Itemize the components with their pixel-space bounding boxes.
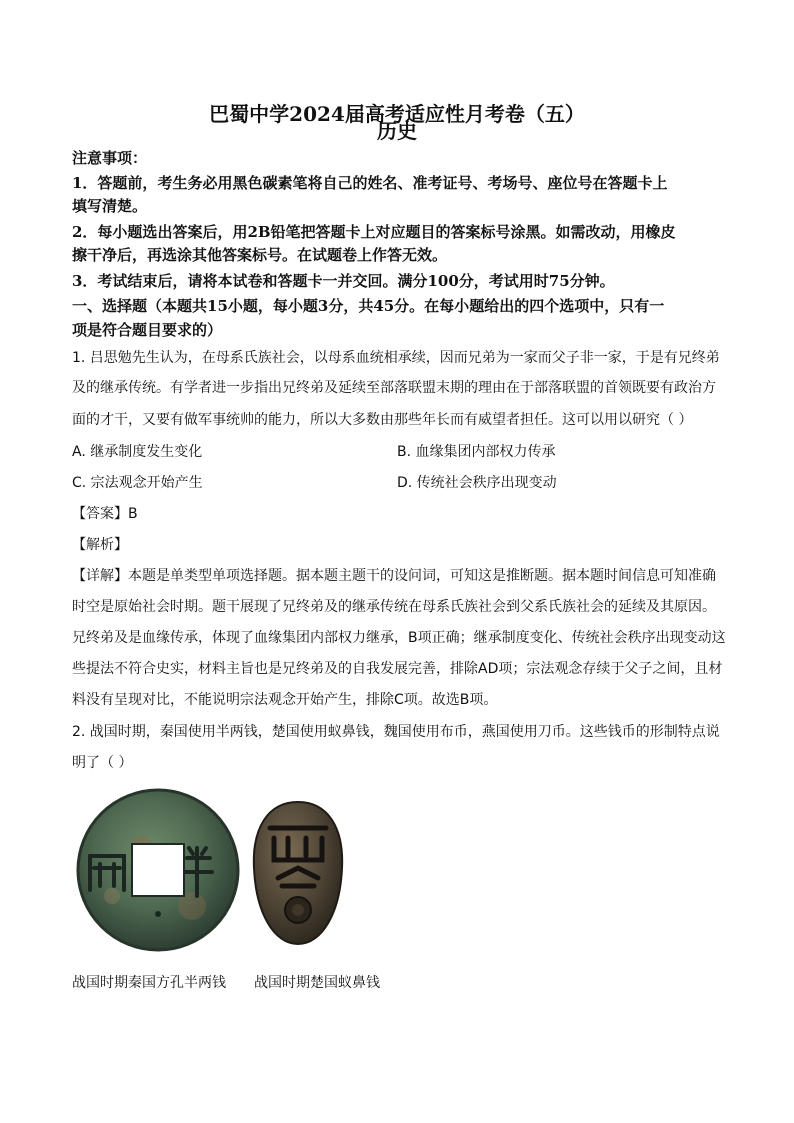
notice-item-3: 3．考试结束后，请将本试卷和答题卡一并交回。满分100分，考试用时75分钟。 bbox=[72, 272, 615, 290]
q1-option-d: D. 传统社会秩序出现变动 bbox=[397, 475, 557, 491]
q1-option-b: B. 血缘集团内部权力传承 bbox=[397, 444, 556, 460]
notice-item-1a: 1．答题前，考生务必用黑色碳素笔将自己的姓名、准考证号、考场号、座位号在答题卡上 bbox=[72, 174, 668, 192]
notice-item-1b: 填写清楚。 bbox=[72, 197, 148, 215]
q1-detail-c: 兄终弟及是血缘传承，体现了血缘集团内部权力继承，B项正确；继承制度变化、传统社会秩序出现变动这 bbox=[72, 630, 726, 646]
q1-stem-a: 1. 吕思勉先生认为，在母系氏族社会，以母系血统相承续，因而兄弟为一家而父子非一家，于是有兄终弟 bbox=[72, 350, 720, 366]
q2-stem-a: 2. 战国时期，秦国使用半两钱，楚国使用蚁鼻钱，魏国使用布币，燕国使用刀币。这些钱币的形制特点说 bbox=[72, 724, 720, 740]
section-heading-b: 项是符合题目要求的） bbox=[72, 321, 223, 339]
q1-detail-d: 些提法不符合史实，材料主旨也是兄终弟及的自我发展完善，排除AD项；宗法观念存续于父子之间，且材 bbox=[72, 661, 723, 677]
notice-item-2b: 擦干净后，再选涂其他答案标号。在试题卷上作答无效。 bbox=[72, 246, 448, 264]
subject-title: 历史 bbox=[377, 119, 417, 143]
q1-stem-b: 及的继承传统。有学者进一步指出兄终弟及延续至部落联盟末期的理由在于部落联盟的首领既要有政治方 bbox=[72, 380, 716, 396]
section-heading-a: 一、选择题（本题共15小题，每小题3分，共45分。在每小题给出的四个选项中，只有一 bbox=[72, 297, 665, 315]
exam-title: 巴蜀中学2024届高考适应性月考卷（五） bbox=[209, 102, 585, 126]
notice-heading: 注意事项： bbox=[72, 149, 148, 167]
caption-banliang: 战国时期秦国方孔半两钱 bbox=[72, 975, 226, 991]
q2-stem-b: 明了（ ） bbox=[72, 755, 133, 771]
q1-answer: 【答案】B bbox=[72, 506, 138, 522]
q1-detail-b: 时空是原始社会时期。题干展现了兄终弟及的继承传统在母系氏族社会到父系氏族社会的延续及其原因。 bbox=[72, 599, 716, 615]
notice-item-2a: 2．每小题选出答案后，用2B铅笔把答题卡上对应题目的答案标号涂黑。如需改动，用橡皮 bbox=[72, 223, 676, 241]
banliang-coin-image bbox=[72, 786, 242, 956]
q1-option-a: A. 继承制度发生变化 bbox=[72, 444, 203, 460]
antnose-coin-image bbox=[248, 798, 348, 948]
q1-stem-c: 面的才干，又要有做军事统帅的能力，所以大多数由那些年长而有威望者担任。这可以用以研究（ ） bbox=[72, 412, 693, 428]
q1-detail-a: 【详解】本题是单类型单项选择题。据本题主题干的设问词，可知这是推断题。据本题时间信息可知准确 bbox=[72, 568, 716, 584]
q1-analysis-label: 【解析】 bbox=[72, 537, 128, 553]
q1-detail-e: 料没有呈现对比，不能说明宗法观念开始产生，排除C项。故选B项。 bbox=[72, 692, 498, 708]
q1-option-c: C. 宗法观念开始产生 bbox=[72, 475, 203, 491]
caption-antnose: 战国时期楚国蚁鼻钱 bbox=[254, 975, 380, 991]
